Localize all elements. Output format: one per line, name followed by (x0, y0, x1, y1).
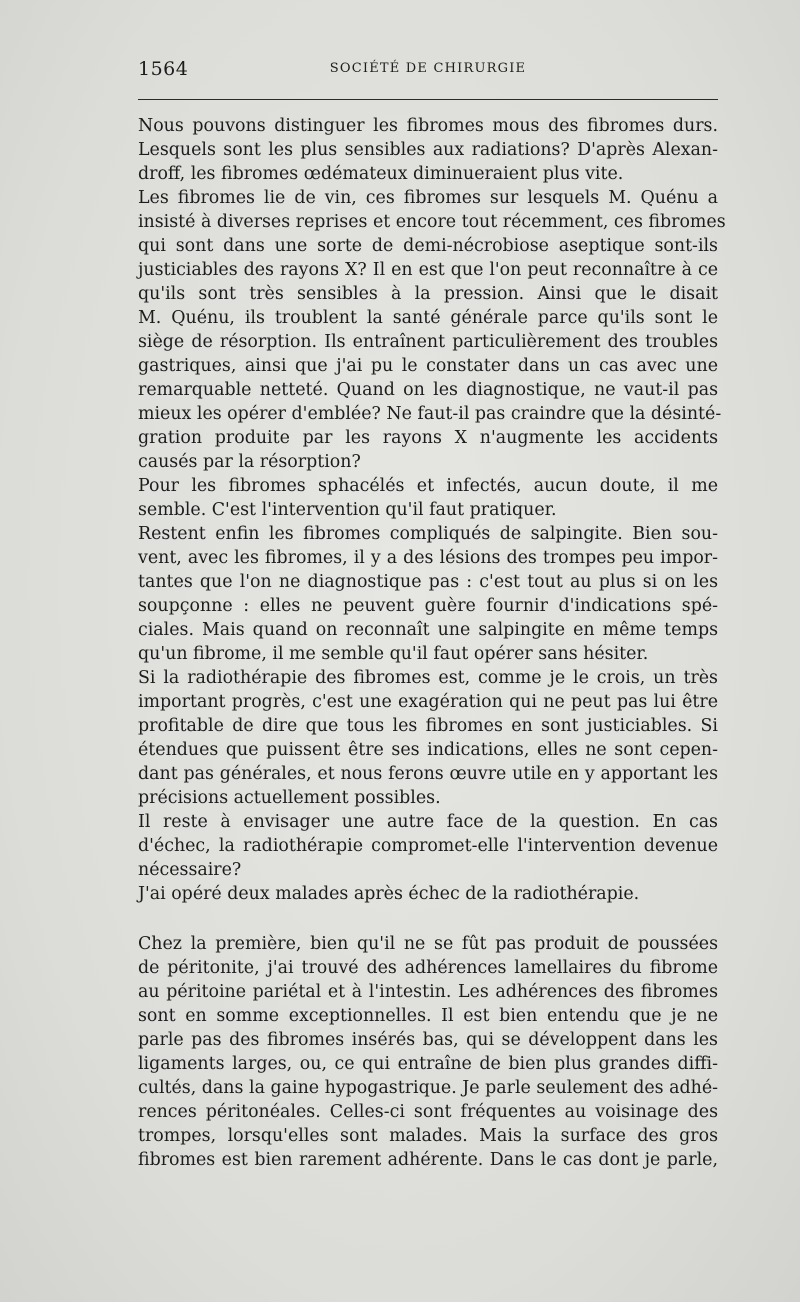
text-line: siège de résorption. Ils entraînent particulièrement des troubles (138, 332, 718, 352)
text-line: fibromes est bien rarement adhérente. Dans le cas dont je parle, (138, 1150, 718, 1170)
text-line: trompes, lorsqu'elles sont malades. Mais la surface des gros (138, 1126, 718, 1146)
text-line: important progrès, c'est une exagération qui ne peut pas lui être (138, 692, 718, 712)
text-line: gration produite par les rayons X n'augmente les accidents (138, 428, 718, 448)
text-line: dant pas générales, et nous ferons œuvre utile en y apportant les (138, 764, 718, 784)
text-line: Les fibromes lie de vin, ces fibromes sur lesquels M. Quénu a (138, 188, 718, 208)
text-line: remarquable netteté. Quand on les diagnostique, ne vaut-il pas (138, 380, 718, 400)
text-line: vent, avec les fibromes, il y a des lésions des trompes peu impor- (138, 548, 718, 568)
text-line: gastriques, ainsi que j'ai pu le constater dans un cas avec une (138, 356, 718, 376)
text-line: Restent enfin les fibromes compliqués de salpingite. Bien sou- (138, 524, 718, 544)
text-line: Chez la première, bien qu'il ne se fût pas produit de poussées (138, 934, 718, 954)
running-title: SOCIÉTÉ DE CHIRURGIE (329, 61, 527, 76)
text-line: causés par la résorption? (138, 452, 361, 472)
page-header (138, 58, 718, 84)
text-line: ciales. Mais quand on reconnaît une salpingite en même temps (138, 620, 718, 640)
text-line: sont en somme exceptionnelles. Il est bien entendu que je ne (138, 1006, 718, 1026)
text-line: de péritonite, j'ai trouvé des adhérences lamellaires du fibrome (138, 958, 718, 978)
header-rule (138, 99, 718, 100)
text-line: justiciables des rayons X? Il en est que l'on peut reconnaître à ce (138, 260, 718, 280)
text-line: Nous pouvons distinguer les fibromes mous des fibromes durs. (138, 116, 718, 136)
text-line: au péritoine pariétal et à l'intestin. Les adhérences des fibromes (138, 982, 718, 1002)
text-line: mieux les opérer d'emblée? Ne faut-il pas craindre que la désinté- (138, 404, 722, 424)
text-line: Il reste à envisager une autre face de la question. En cas (138, 812, 718, 832)
text-line: parle pas des fibromes insérés bas, qui se développent dans les (138, 1030, 718, 1050)
text-line: d'échec, la radiothérapie compromet-elle l'intervention devenue (138, 836, 718, 856)
text-line: M. Quénu, ils troublent la santé générale parce qu'ils sont le (138, 308, 718, 328)
text-line: qu'un fibrome, il me semble qu'il faut opérer sans hésiter. (138, 644, 649, 664)
text-line: Lesquels sont les plus sensibles aux radiations? D'après Alexan- (138, 140, 718, 160)
text-line: Pour les fibromes sphacélés et infectés, aucun doute, il me (138, 476, 718, 496)
text-line: tantes que l'on ne diagnostique pas : c'est tout au plus si on les (138, 572, 718, 592)
text-line: semble. C'est l'intervention qu'il faut pratiquer. (138, 500, 557, 520)
text-line: qui sont dans une sorte de demi-nécrobiose aseptique sont-ils (138, 236, 718, 256)
text-line: nécessaire? (138, 860, 242, 880)
text-line: étendues que puissent être ses indications, elles ne sont cepen- (138, 740, 718, 760)
text-line: rences péritonéales. Celles-ci sont fréquentes au voisinage des (138, 1102, 718, 1122)
text-line: insisté à diverses reprises et encore tout récemment, ces fibromes (138, 212, 726, 232)
text-line: cultés, dans la gaine hypogastrique. Je parle seulement des adhé- (138, 1078, 718, 1098)
text-line: ligaments larges, ou, ce qui entraîne de bien plus grandes diffi- (138, 1054, 718, 1074)
text-line: J'ai opéré deux malades après échec de la radiothérapie. (138, 884, 640, 904)
text-line: soupçonne : elles ne peuvent guère fournir d'indications spé- (138, 596, 718, 616)
text-line: Si la radiothérapie des fibromes est, comme je le crois, un très (138, 668, 718, 688)
text-line: précisions actuellement possibles. (138, 788, 441, 808)
text-line: qu'ils sont très sensibles à la pression. Ainsi que le disait (138, 284, 718, 304)
text-line: profitable de dire que tous les fibromes en sont justiciables. Si (138, 716, 718, 736)
page-number: 1564 (138, 58, 189, 80)
text-line: droff, les fibromes œdémateux diminueraient plus vite. (138, 164, 624, 184)
